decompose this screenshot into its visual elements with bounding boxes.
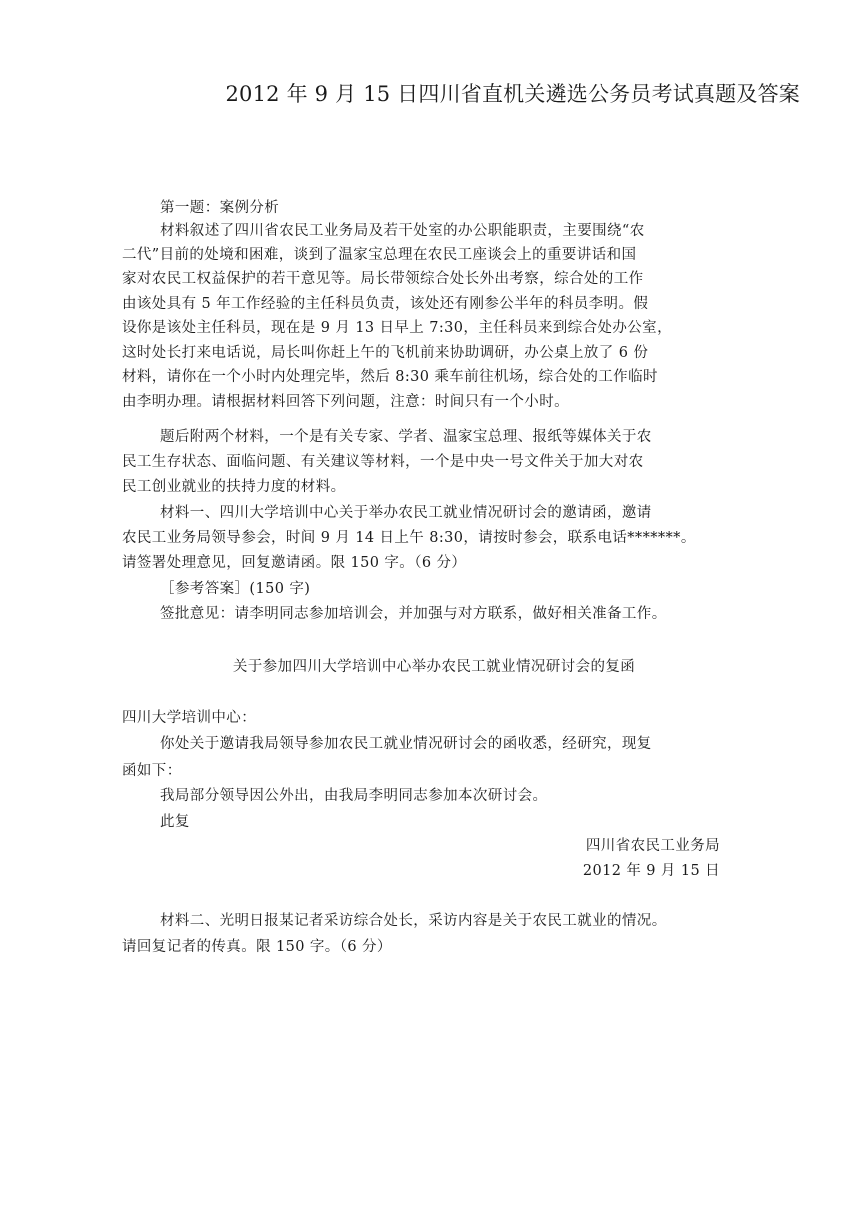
text-line: 此复 <box>160 814 190 830</box>
reply-salutation: 四川大学培训中心： <box>122 710 257 726</box>
section-heading: 第一题：案例分析 <box>160 200 280 216</box>
text-line: 函如下： <box>122 763 182 779</box>
text-line: 材料，请你在一个小时内处理完毕，然后 8:30 乘车前往机场，综合处的工作临时 <box>122 369 658 385</box>
text-line: 民工生存状态、面临问题、有关建议等材料，一个是中央一号文件关于加大对农 <box>122 454 644 470</box>
reply-heading: 关于参加四川大学培训中心举办农民工就业情况研讨会的复函 <box>232 659 636 675</box>
text-line: 民工创业就业的扶持力度的材料。 <box>122 479 346 495</box>
reply-signature: 四川省农民工业务局 <box>585 838 720 854</box>
text-line: 由李明办理。请根据材料回答下列问题，注意：时间只有一个小时。 <box>122 394 569 410</box>
text-line: 题后附两个材料，一个是有关专家、学者、温家宝总理、报纸等媒体关于农 <box>160 429 652 445</box>
text-line: 请签署处理意见，回复邀请函。限 150 字。（6 分） <box>122 555 467 571</box>
answer-label: ［参考答案］(150 字) <box>160 581 311 597</box>
text-line: 由该处具有 5 年工作经验的主任科员负责，该处还有刚参公半年的科员李明。假 <box>122 296 649 312</box>
text-line: 家对农民工权益保护的若干意见等。局长带领综合处长外出考察，综合处的工作 <box>122 271 644 287</box>
text-line: 材料二、光明日报某记者采访综合处长，采访内容是关于农民工就业的情况。 <box>160 913 667 929</box>
text-line: 你处关于邀请我局领导参加农民工就业情况研讨会的函收悉，经研究，现复 <box>160 736 652 752</box>
text-line: 材料一、四川大学培训中心关于举办农民工就业情况研讨会的邀请函，邀请 <box>160 505 652 521</box>
text-line: 我局部分领导因公外出，由我局李明同志参加本次研讨会。 <box>160 788 548 804</box>
text-line: 请回复记者的传真。限 150 字。（6 分） <box>122 939 392 955</box>
text-line: 设你是该处主任科员，现在是 9 月 13 日早上 7:30，主任科员来到综合处办公室， <box>122 320 672 336</box>
text-line: 材料叙述了四川省农民工业务局及若干处室的办公职能职责，主要围绕“农 <box>160 223 645 239</box>
text-line: 农民工业务局领导参会，时间 9 月 14 日上午 8:30，请按时参会，联系电话*******。 <box>122 530 696 546</box>
reply-date: 2012 年 9 月 15 日 <box>582 863 720 879</box>
text-line: 这时处长打来电话说，局长叫你赶上午的飞机前来协助调研，办公桌上放了 6 份 <box>122 345 649 361</box>
text-line: 二代”目前的处境和困难，谈到了温家宝总理在农民工座谈会上的重要讲话和国 <box>122 247 637 263</box>
document-title: 2012 年 9 月 15 日四川省直机关遴选公务员考试真题及答案 <box>225 82 800 106</box>
approval-text: 签批意见：请李明同志参加培训会，并加强与对方联系，做好相关准备工作。 <box>160 606 667 622</box>
